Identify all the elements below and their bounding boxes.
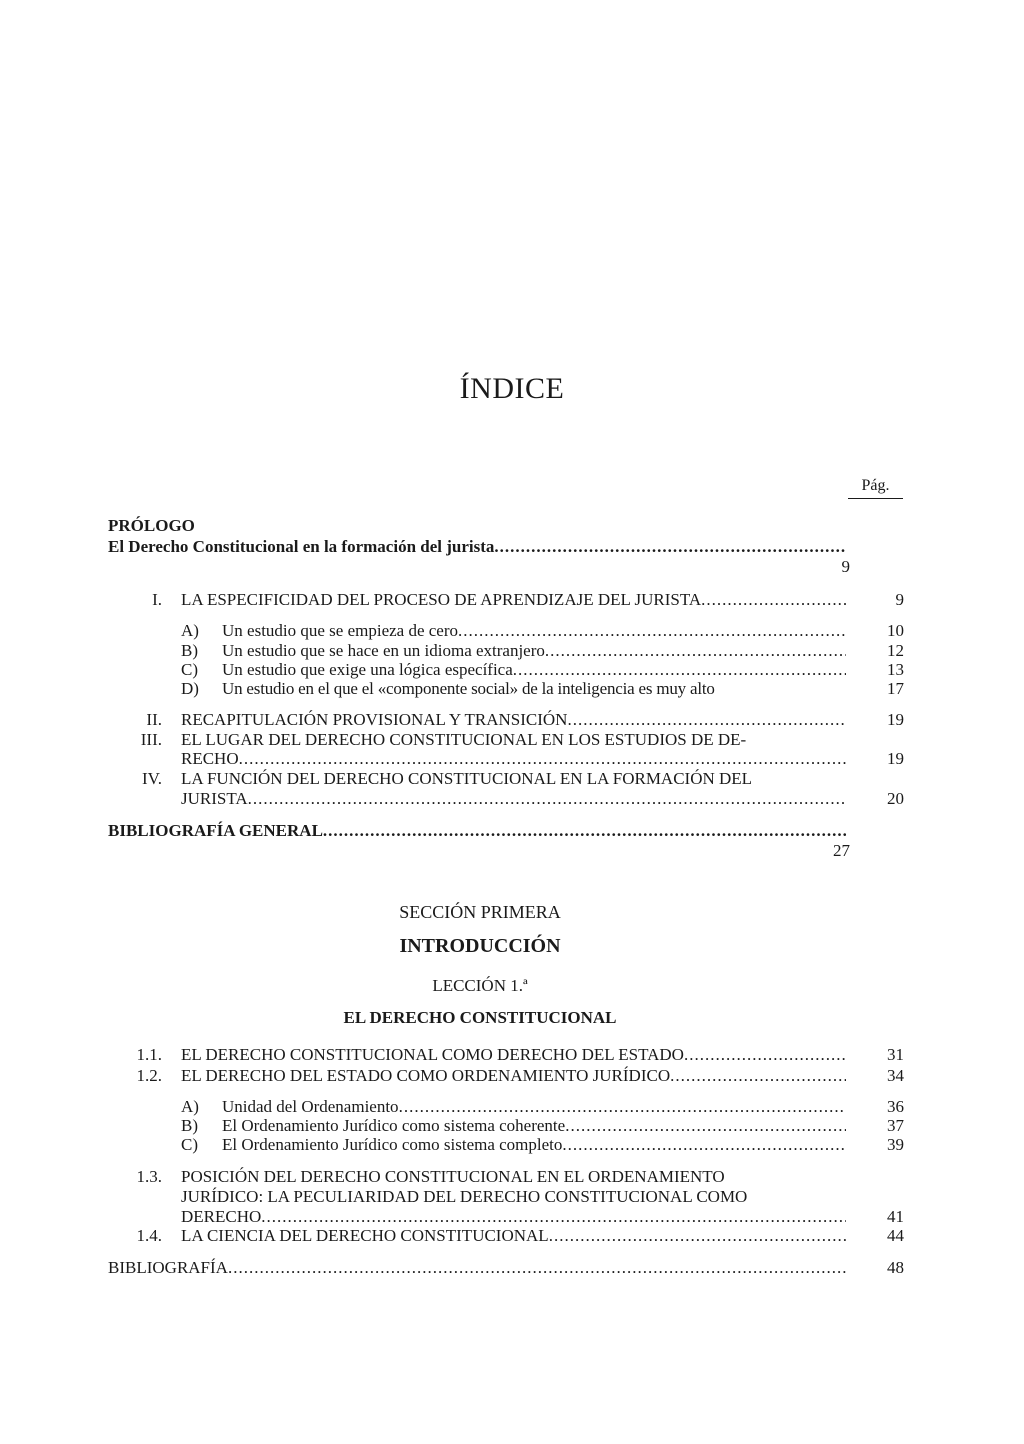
entry-text: RECHO — [181, 749, 239, 768]
entry-text: JURÍDICO: LA PECULIARIDAD DEL DERECHO CONSTITUCIONAL COMO — [181, 1187, 748, 1206]
bibliografia-general-page-row — [0, 841, 1024, 861]
toc-entry[interactable] — [0, 1116, 1024, 1136]
entry-text: EL LUGAR DEL DERECHO CONSTITUCIONAL EN LOS ESTUDIOS DE DE- — [181, 730, 747, 749]
toc-entry-continuation[interactable] — [0, 1207, 1024, 1227]
entry-number: I. — [152, 590, 162, 609]
entry-text: EL DERECHO DEL ESTADO COMO ORDENAMIENTO JURÍDICO — [181, 1066, 671, 1085]
entry-number: II. — [146, 710, 162, 729]
page-title: ÍNDICE — [459, 372, 565, 405]
entry-number: C) — [181, 660, 198, 679]
entry-page: 9 — [841, 557, 850, 576]
prologo-subtitle-entry[interactable] — [0, 537, 1024, 557]
leader-dots — [670, 1066, 846, 1086]
entry-text: LA CIENCIA DEL DERECHO CONSTITUCIONAL — [181, 1226, 549, 1245]
toc-entry[interactable] — [0, 1045, 1024, 1065]
leader-dots — [513, 660, 846, 680]
leader-dots — [239, 749, 846, 769]
entry-page: 36 — [887, 1097, 904, 1116]
prologo-subtitle-page-row — [0, 557, 1024, 577]
entry-page: 12 — [887, 641, 904, 660]
leader-dots — [248, 789, 846, 809]
toc-entry[interactable] — [0, 621, 1024, 641]
bibliografia-entry[interactable] — [0, 1258, 1024, 1278]
toc-entry[interactable] — [0, 590, 1024, 610]
entry-number: 1.1. — [136, 1045, 162, 1064]
entry-text: El Derecho Constitucional en la formación del jurista — [108, 537, 495, 556]
toc-entry[interactable] — [0, 730, 1024, 750]
entry-number: C) — [181, 1135, 198, 1154]
leader-dots — [684, 1045, 846, 1065]
entry-number: A) — [181, 1097, 199, 1116]
bibliografia-general-entry[interactable] — [0, 821, 1024, 841]
entry-page: 9 — [895, 590, 904, 609]
leader-dots — [567, 710, 846, 730]
entry-page: 19 — [887, 710, 904, 729]
entry-page: 31 — [887, 1045, 904, 1064]
toc-entry[interactable] — [0, 769, 1024, 789]
toc-entry[interactable] — [0, 1097, 1024, 1117]
entry-number: 1.4. — [136, 1226, 162, 1245]
entry-text: EL DERECHO CONSTITUCIONAL COMO DERECHO DEL ESTADO — [181, 1045, 684, 1064]
entry-text: JURISTA — [181, 789, 248, 808]
entry-text: Un estudio que se empieza de cero — [222, 621, 459, 640]
leader-dots — [323, 821, 846, 841]
entry-page: 13 — [887, 660, 904, 679]
leader-dots — [565, 1116, 846, 1136]
toc-entry[interactable] — [0, 1167, 1024, 1187]
entry-text: POSICIÓN DEL DERECHO CONSTITUCIONAL EN EL ORDENAMIENTO — [181, 1167, 725, 1186]
entry-text: Un estudio en el que el «componente social» de la inteligencia es muy alto — [222, 679, 715, 698]
entry-text: El Ordenamiento Jurídico como sistema coherente — [222, 1116, 566, 1135]
entry-text: LA ESPECIFICIDAD DEL PROCESO DE APRENDIZAJE DEL JURISTA — [181, 590, 702, 609]
entry-text: Unidad del Ordenamiento — [222, 1097, 399, 1116]
section-label: SECCIÓN PRIMERA — [399, 902, 561, 922]
entry-page: 37 — [887, 1116, 904, 1135]
entry-number: 1.2. — [136, 1066, 162, 1085]
entry-number: III. — [140, 730, 162, 749]
entry-number: B) — [181, 1116, 198, 1135]
prologo-heading: PRÓLOGO — [108, 516, 195, 535]
entry-number: D) — [181, 679, 199, 698]
toc-entry-continuation[interactable] — [0, 749, 1024, 769]
entry-text: LA FUNCIÓN DEL DERECHO CONSTITUCIONAL EN LA FORMACIÓN DEL — [181, 769, 753, 788]
toc-entry[interactable] — [0, 641, 1024, 661]
leader-dots — [549, 1226, 846, 1246]
entry-text: BIBLIOGRAFÍA — [108, 1258, 228, 1277]
entry-text: Un estudio que se hace en un idioma extranjero — [222, 641, 545, 660]
entry-page: 10 — [887, 621, 904, 640]
entry-page: 41 — [887, 1207, 904, 1226]
entry-page: 44 — [887, 1226, 904, 1245]
toc-entry-continuation[interactable] — [0, 1187, 1024, 1207]
leader-dots — [399, 1097, 846, 1117]
entry-number: 1.3. — [136, 1167, 162, 1186]
entry-page: 39 — [887, 1135, 904, 1154]
toc-entry[interactable] — [0, 1226, 1024, 1246]
lesson-label: LECCIÓN 1.ª — [432, 976, 528, 995]
entry-text: DERECHO — [181, 1207, 262, 1226]
section-title: INTRODUCCIÓN — [399, 935, 561, 957]
leader-dots — [562, 1135, 846, 1155]
entry-page: 48 — [887, 1258, 904, 1277]
entry-number: IV. — [142, 769, 162, 788]
lesson-title: EL DERECHO CONSTITUCIONAL — [343, 1008, 617, 1027]
leader-dots — [494, 537, 846, 557]
entry-number: B) — [181, 641, 198, 660]
leader-dots — [701, 590, 846, 610]
leader-dots — [458, 621, 846, 641]
entry-text: RECAPITULACIÓN PROVISIONAL Y TRANSICIÓN — [181, 710, 568, 729]
leader-dots — [228, 1258, 846, 1278]
entry-page: 27 — [833, 841, 850, 860]
entry-number: A) — [181, 621, 199, 640]
entry-text: Un estudio que exige una lógica específica — [222, 660, 513, 679]
leader-dots — [545, 641, 846, 661]
page-column-header: Pág. — [848, 476, 903, 499]
toc-entry[interactable] — [0, 1066, 1024, 1086]
entry-page: 19 — [887, 749, 904, 768]
toc-entry[interactable] — [0, 1135, 1024, 1155]
entry-page: 20 — [887, 789, 904, 808]
toc-entry[interactable] — [0, 710, 1024, 730]
toc-entry[interactable] — [0, 679, 1024, 699]
toc-entry-continuation[interactable] — [0, 789, 1024, 809]
entry-text: El Ordenamiento Jurídico como sistema completo — [222, 1135, 563, 1154]
entry-text: BIBLIOGRAFÍA GENERAL — [108, 821, 323, 840]
toc-entry[interactable] — [0, 660, 1024, 680]
entry-page: 34 — [887, 1066, 904, 1085]
entry-page: 17 — [887, 679, 904, 698]
leader-dots — [261, 1207, 846, 1227]
